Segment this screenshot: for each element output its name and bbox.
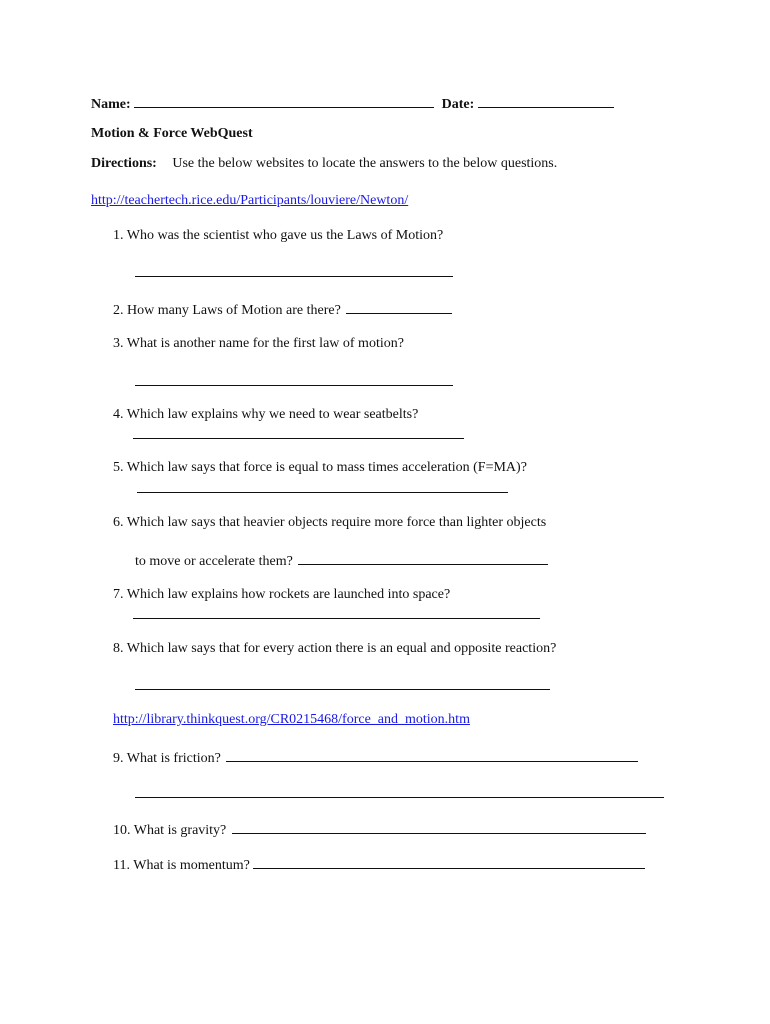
answer-line-3[interactable] bbox=[135, 385, 453, 386]
question-7: 7. Which law explains how rockets are launched into space? bbox=[113, 587, 451, 602]
question-9-text: 9. What is friction? bbox=[113, 751, 221, 766]
answer-line-7[interactable] bbox=[133, 618, 540, 619]
directions bbox=[91, 156, 557, 172]
question-11 bbox=[113, 855, 645, 874]
directions-label: Directions: bbox=[91, 156, 157, 171]
name-row bbox=[91, 94, 614, 113]
answer-line-9-continued[interactable] bbox=[135, 797, 664, 798]
answer-line-4[interactable] bbox=[133, 438, 464, 439]
question-11-text: 11. What is momentum? bbox=[113, 858, 250, 873]
answer-line-8[interactable] bbox=[135, 689, 550, 690]
question-4: 4. Which law explains why we need to wear seatbelts? bbox=[113, 407, 419, 422]
name-label: Name: bbox=[91, 97, 131, 112]
question-2-text: 2. How many Laws of Motion are there? bbox=[113, 303, 341, 318]
answer-line-5[interactable] bbox=[137, 492, 508, 493]
answer-line-10[interactable] bbox=[232, 820, 646, 834]
question-6-continued bbox=[135, 551, 548, 570]
date-field[interactable] bbox=[478, 94, 614, 108]
question-10 bbox=[113, 820, 646, 839]
question-1: 1. Who was the scientist who gave us the Laws of Motion? bbox=[113, 228, 444, 243]
answer-line-9[interactable] bbox=[226, 748, 638, 762]
name-field[interactable] bbox=[134, 94, 434, 108]
question-2 bbox=[113, 300, 452, 319]
answer-line-2[interactable] bbox=[346, 300, 452, 314]
question-6-continued-text: to move or accelerate them? bbox=[135, 554, 293, 569]
answer-line-11[interactable] bbox=[253, 855, 645, 869]
directions-text: Use the below websites to locate the answers to the below questions. bbox=[172, 156, 558, 171]
question-10-text: 10. What is gravity? bbox=[113, 823, 227, 838]
answer-line-1[interactable] bbox=[135, 276, 453, 277]
link-newton[interactable]: http://teachertech.rice.edu/Participants/louviere/Newton/ bbox=[91, 193, 409, 208]
question-3: 3. What is another name for the first law of motion? bbox=[113, 336, 404, 351]
question-5: 5. Which law says that force is equal to mass times acceleration (F=MA)? bbox=[113, 460, 527, 475]
link-thinkquest[interactable]: http://library.thinkquest.org/CR0215468/force_and_motion.htm bbox=[113, 712, 470, 727]
page-title: Motion & Force WebQuest bbox=[91, 126, 253, 141]
question-9 bbox=[113, 748, 638, 767]
date-label: Date: bbox=[441, 97, 475, 112]
question-6: 6. Which law says that heavier objects require more force than lighter objects bbox=[113, 515, 547, 530]
answer-line-6[interactable] bbox=[298, 551, 548, 565]
question-8: 8. Which law says that for every action there is an equal and opposite reaction? bbox=[113, 641, 557, 656]
